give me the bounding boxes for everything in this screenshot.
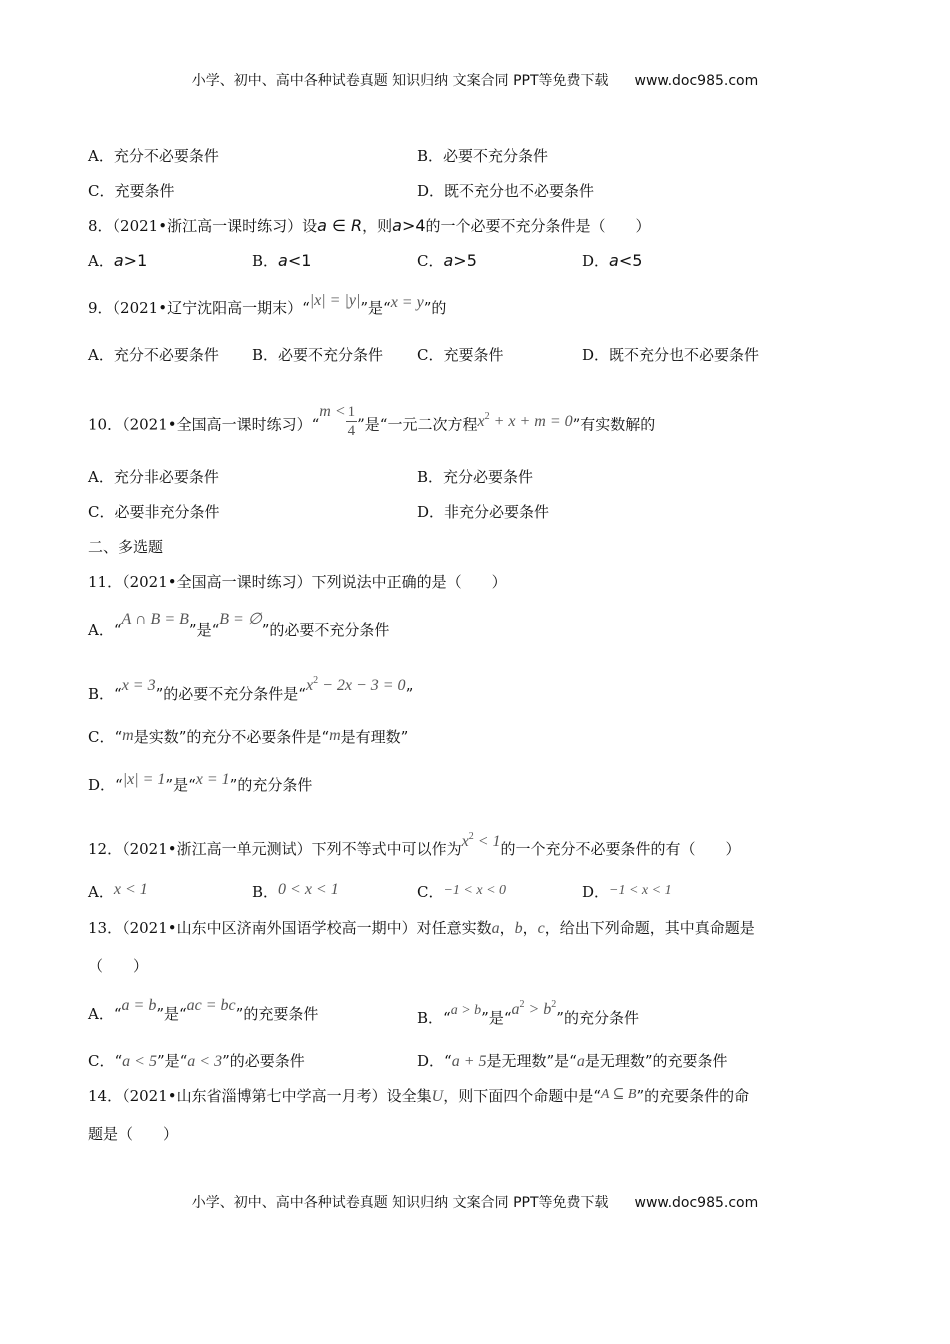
footer-url[interactable]: www.doc985.com: [634, 1195, 759, 1211]
q7-option-d: D．既不充分也不必要条件: [417, 182, 595, 200]
header-url[interactable]: www.doc985.com: [634, 73, 759, 89]
q11-option-d: D．“|x| = 1”是“x = 1”的充分条件: [88, 771, 313, 794]
page-header: [0, 70, 950, 90]
q8-option-c: C．a>5: [417, 251, 477, 270]
page-footer: [0, 1192, 950, 1212]
q12-option-a: A．x < 1: [88, 881, 148, 901]
q10-option-a: A．充分非必要条件: [88, 468, 219, 486]
q7-option-c: C．充要条件: [88, 182, 175, 200]
q8-option-a: A．a>1: [88, 251, 148, 270]
q10-stem: 10．（2021•全国高一课时练习）“m < $\frac{1}{4}$ ”是“一元二次方程$x^2 + x + m = 0$”有实数解的: [88, 402, 656, 439]
q11-option-c: C．“m是实数”的充分不必要条件是“m是有理数”: [88, 727, 409, 746]
q14-stem: 14．（2021•山东省淄博第七中学高一月考）设全集U，则下面四个命题中是“A ⊆ B”的充要条件的命: [88, 1087, 750, 1105]
q8-option-b: B．a<1: [252, 251, 312, 270]
q12-stem: 12．（2021•浙江高一单元测试）下列不等式中可以作为$x^2 < 1$的一个充分不必要条件的有（ ）: [88, 831, 741, 858]
q12-option-d: D．−1 < x < 1: [582, 883, 672, 901]
q9-option-d: D．既不充分也不必要条件: [582, 346, 760, 364]
q13-option-d: D．“a + 5是无理数”是“a是无理数”的充要条件: [417, 1052, 728, 1070]
q13-option-a: A．“a = b”是“ac = bc”的充要条件: [88, 997, 319, 1023]
q13-option-b: B．“a > b”是“$a^2 > b^2$”的充分条件: [417, 999, 639, 1027]
q11-option-b: B．“x = 3”的必要不充分条件是“$x^2 - 2x - 3 = 0$”: [88, 675, 414, 703]
q12-option-b: B．0 < x < 1: [252, 881, 339, 901]
q9-option-a: A．充分不必要条件: [88, 346, 219, 364]
q11-option-a: A．“A ∩ B = B”是“B = ∅”的必要不充分条件: [88, 611, 390, 639]
header-text: 小学、初中、高中各种试卷真题 知识归纳 文案合同 PPT等免费下载: [191, 73, 609, 89]
q7-option-a: A．充分不必要条件: [88, 147, 219, 165]
q8-option-d: D．a<5: [582, 251, 643, 270]
q10-option-b: B．充分必要条件: [417, 468, 534, 486]
q14-stem-line2: 题是（ ）: [88, 1125, 179, 1143]
q12-option-c: C．−1 < x < 0: [417, 883, 507, 901]
q13-paren: （ ）: [88, 957, 149, 975]
q10-option-c: C．必要非充分条件: [88, 503, 220, 521]
q9-option-b: B．必要不充分条件: [252, 346, 384, 364]
section-title: 二、多选题: [88, 538, 164, 556]
q13-option-c: C．“a < 5”是“a < 3”的必要条件: [88, 1052, 305, 1070]
q7-option-b: B．必要不充分条件: [417, 147, 549, 165]
q10-option-d: D．非充分必要条件: [417, 503, 550, 521]
q11-stem: 11．（2021•全国高一课时练习）下列说法中正确的是（ ）: [88, 573, 507, 591]
q9-option-c: C．充要条件: [417, 346, 504, 364]
q13-stem: 13．（2021•山东中区济南外国语学校高一期中）对任意实数a，b，c，给出下列命题，其中真命题是: [88, 919, 755, 937]
footer-text: 小学、初中、高中各种试卷真题 知识归纳 文案合同 PPT等免费下载: [191, 1195, 609, 1211]
q8-stem: 8．（2021•浙江高一课时练习）设a ∈ R，则a>4的一个必要不充分条件是（ ）: [88, 216, 651, 235]
q9-stem: 9．（2021•辽宁沈阳高一期末）“|x| = |y|”是“x = y”的: [88, 292, 447, 317]
